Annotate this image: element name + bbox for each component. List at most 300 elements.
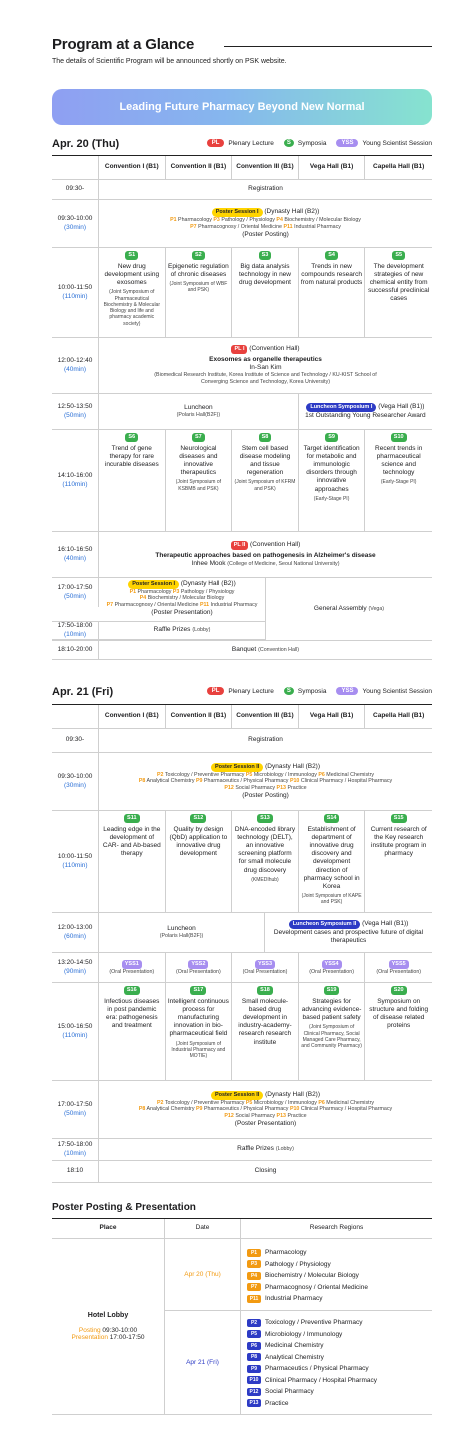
general-assembly-label: General Assembly (313, 604, 367, 612)
page-subtitle: The details of Scientific Program will be announced shortly on PSK website. (52, 58, 287, 65)
yss-note: (Oral Presentation) (376, 968, 422, 975)
day2-luncheon-row (52, 913, 432, 953)
poster-session-cell (99, 1081, 432, 1138)
general-assembly-location: (Vega) (368, 605, 385, 612)
region-name: Toxicology / Preventive Pharmacy (164, 771, 245, 778)
time: 17:00-17:50 (57, 1101, 93, 1109)
region-name: Toxicology / Preventive Pharmacy (164, 1099, 245, 1106)
region-code: P3 (172, 588, 180, 595)
region-name: Pathology / Physiology (265, 1260, 331, 1268)
raffle-location: (Lobby) (275, 1146, 294, 1153)
plenary-affiliation: (Biomedical Research Institute, Korea Institute of Science and Technology / KU-KIST School of Converging Science and Technology, Korea University) (154, 372, 377, 386)
region-name: Practice (265, 1399, 289, 1407)
time-cell (52, 753, 99, 810)
raffle-location: (Lobby) (192, 627, 211, 634)
symposium-badge: S16 (124, 986, 140, 995)
region-name: Pathology / Physiology (180, 588, 235, 595)
plenary-affiliation: (College of Medicine, Seoul National University) (227, 560, 340, 567)
region-name: Social Pharmacy (265, 1388, 314, 1396)
yss-badge: YSS3 (255, 960, 275, 969)
symposium-s15 (365, 811, 432, 912)
poster-table (52, 1218, 432, 1414)
symposium-note: (Joint Symposium of WBF and PSK) (169, 281, 228, 294)
time: 09:30-10:00 (57, 773, 93, 781)
symposium-badge: S5 (392, 251, 405, 260)
symposium-badge: S10 (391, 433, 407, 442)
luncheon-hall: (Vega Hall (B1)) (378, 403, 425, 410)
symposium-badge: S13 (257, 814, 273, 823)
region-code: P11 (199, 602, 210, 609)
symposium-title: The development strategies of new chemical entity from successful preclinical cases (368, 262, 430, 303)
day1-poster-posting-row (52, 200, 432, 248)
day1-symposia-row-2 (52, 430, 432, 532)
region-code: P10 (289, 778, 300, 785)
raffle-cell (99, 622, 265, 639)
region-name: Pathology / Physiology (221, 217, 275, 223)
symposium-note: (Joint Symposium of Clinical Pharmacy, Social Managed Care Pharmacy, and Community Pharmacy) (301, 1024, 362, 1049)
region-name: Microbiology / Immunology (253, 771, 317, 778)
region-code: P5 (245, 1099, 253, 1106)
region-item (247, 1352, 432, 1364)
legend-s-badge: S (284, 687, 294, 695)
time-cell (52, 1081, 99, 1138)
symposium-s7 (166, 430, 233, 531)
region-item (247, 1270, 432, 1282)
plenary-speaker: In-San Kim (249, 364, 282, 372)
region-item (247, 1317, 432, 1329)
legend-yss-badge: YSS (336, 139, 358, 147)
presentation-label: Presentation (71, 1334, 108, 1341)
time-cell (52, 1139, 99, 1160)
region-name: Social Pharmacy (235, 1113, 276, 1120)
day1-luncheon-row (52, 394, 432, 430)
time-cell: 09:30- (52, 729, 99, 752)
symposium-title: Recent trends in pharmaceutical science and technology (375, 444, 423, 477)
symposium-s14 (299, 811, 366, 912)
poster-session-badge: Poster Session II (211, 1091, 263, 1100)
col-convention-3: Convention III (B1) (232, 705, 299, 728)
banquet-location: (Convention Hall) (258, 646, 300, 653)
region-code: P12 (224, 785, 234, 792)
symposium-s5 (365, 248, 432, 337)
symposium-note: (KMEDIhub) (251, 876, 279, 883)
time: 12:50-13:50 (57, 403, 93, 411)
time-header (52, 705, 99, 728)
luncheon-topic: Development cases and prospective future of digital therapeutics (273, 928, 424, 944)
region-name: Biochemistry / Molecular Biology (147, 595, 225, 602)
symposium-s17 (166, 983, 233, 1080)
duration: (10min) (63, 1149, 87, 1157)
region-item (247, 1282, 432, 1294)
col-vega-hall: Vega Hall (B1) (299, 156, 366, 179)
symposium-title: Infectious diseases in post pandemic era: pathogenesis and treatment (104, 997, 160, 1030)
luncheon-cell (99, 394, 299, 429)
region-name: Microbiology / Immunology (265, 1330, 343, 1338)
time-cell (52, 532, 99, 577)
time-cell (52, 983, 99, 1080)
time: 14:10-16:00 (57, 472, 93, 480)
region-name: Microbiology / Immunology (253, 1099, 317, 1106)
poster-table-header (52, 1219, 432, 1239)
page-header (52, 36, 432, 65)
plenary-badge: PL I (231, 345, 247, 354)
region-name: Analytical Chemistry (146, 778, 195, 785)
region-code-badge: P6 (247, 1342, 261, 1350)
region-item (247, 1259, 432, 1271)
symposium-badge: S12 (190, 814, 206, 823)
region-name: Medicinal Chemistry (265, 1342, 324, 1350)
poster-session-badge: Poster Session I (212, 208, 263, 217)
region-name: Pharmaceutics / Physical Pharmacy (203, 1106, 289, 1113)
yss-badge: YSS1 (122, 960, 142, 969)
region-code: P6 (318, 1099, 325, 1106)
region-code: P8 (138, 1106, 146, 1113)
time: 12:00-12:40 (57, 357, 93, 365)
symposium-s19 (299, 983, 366, 1080)
symposium-s16 (99, 983, 166, 1080)
yss-1 (99, 953, 166, 982)
luncheon-hall: (Vega Hall (B1)) (362, 919, 409, 927)
duration: (50min) (63, 1109, 87, 1117)
duration: (110min) (62, 861, 88, 869)
duration: (50min) (63, 592, 87, 600)
symposium-s11 (99, 811, 166, 912)
day1-header (52, 136, 432, 152)
time: 13:20-14:50 (57, 959, 93, 967)
region-code: P1 (129, 588, 137, 595)
symposium-badge: S6 (125, 433, 138, 442)
day2-symposia-row-2 (52, 983, 432, 1081)
time-cell: 18:10 (52, 1161, 99, 1182)
region-name: Clinical Pharmacy / Hospital Pharmacy (265, 1376, 377, 1384)
symposium-s13 (232, 811, 299, 912)
col-convention-3: Convention III (B1) (232, 156, 299, 179)
region-code: P9 (196, 778, 203, 785)
luncheon-location: (Polaris Hall(B2F)) (159, 933, 204, 940)
time-cell (52, 622, 99, 639)
plenary-badge: PL II (231, 541, 249, 550)
time-cell: 09:30- (52, 180, 99, 199)
symposium-badge: S7 (192, 433, 205, 442)
time: 15:00-16:50 (57, 1023, 93, 1031)
day2-header (52, 684, 432, 700)
yss-5 (365, 953, 432, 982)
yss-badge: YSS2 (188, 960, 208, 969)
region-code-badge: P8 (247, 1353, 261, 1361)
region-code: P3 (213, 217, 220, 223)
registration-cell: Registration (248, 185, 283, 193)
title-rule (224, 46, 432, 47)
poster-session-badge: Poster Session II (211, 763, 263, 772)
symposium-title: Establishment of department of innovative drug discovery and development direction of pharmacy school in Korea (303, 825, 360, 890)
yss-3 (232, 953, 299, 982)
region-name: Toxicology / Preventive Pharmacy (265, 1319, 363, 1327)
region-code: P13 (276, 785, 286, 792)
region-name: Analytical Chemistry (146, 1106, 195, 1113)
symposium-badge: S9 (325, 433, 338, 442)
luncheon-label: Luncheon (167, 925, 196, 932)
place-name: Hotel Lobby (87, 1312, 129, 1319)
symposium-title: Strategies for advancing evidence-based patient safety (301, 997, 362, 1022)
poster-note: (Poster Presentation) (151, 609, 213, 617)
luncheon-symposium-cell (265, 913, 432, 952)
symposium-badge: S1 (125, 251, 138, 260)
plenary-speaker: Inhee Mook (191, 559, 226, 567)
poster-section-title: Poster Posting & Presentation (52, 1202, 196, 1213)
region-name: Medicinal Chemistry (326, 771, 374, 778)
symposium-note: (Joint Symposium of KAPE and PSK) (301, 892, 362, 906)
symposium-title: Current research of the Key research institute program in pharmacy (370, 825, 427, 858)
symposium-title: Trend of gene therapy for rare incurable diseases (104, 444, 159, 469)
region-name: Pharmacology (137, 588, 172, 595)
symposium-s8 (232, 430, 299, 531)
symposium-badge: S19 (324, 986, 340, 995)
symposium-badge: S14 (324, 814, 340, 823)
theme-banner: Leading Future Pharmacy Beyond New Normal (52, 89, 432, 125)
legend-yss-label: Young Scientist Session (362, 687, 432, 695)
date-thu-cell: Apr 20 (Thu) (165, 1239, 241, 1311)
regions-header: Research Regions (309, 1224, 364, 1232)
symposium-note: (Joint Symposium of Industrial Pharmacy and MOTIE) (171, 1040, 226, 1059)
region-code: P7 (106, 602, 114, 609)
col-capella-hall: Capella Hall (B1) (365, 156, 432, 179)
region-name: Analytical Chemistry (265, 1353, 324, 1361)
day2-schedule-table (52, 704, 432, 1184)
region-code: P4 (139, 595, 147, 602)
day1-plenary-2-row (52, 532, 432, 578)
col-convention-2: Convention II (B1) (166, 156, 233, 179)
legend-s-label: Symposia (297, 687, 327, 695)
region-name: Pharmacology (178, 217, 212, 223)
duration: (10min) (63, 630, 87, 638)
symposium-title: Stem cell based disease modeling and tissue regeneration (239, 444, 291, 477)
region-code: P6 (318, 771, 325, 778)
luncheon-location: (Polaris Hall(B2F)) (176, 412, 221, 419)
time-cell (52, 394, 99, 429)
plenary-cell (99, 338, 432, 393)
time: 12:00-13:00 (57, 924, 93, 932)
yss-note: (Oral Presentation) (176, 968, 221, 975)
symposium-s9 (299, 430, 366, 531)
symposium-badge: S15 (391, 814, 407, 823)
symposium-badge: S11 (124, 814, 139, 823)
region-item (247, 1247, 432, 1259)
time-cell (52, 953, 99, 982)
regions-thu-list (241, 1239, 432, 1311)
raffle-label: Raffle Prizes (237, 1145, 274, 1153)
region-code-badge: P3 (247, 1260, 261, 1268)
plenary-cell (99, 532, 432, 577)
region-item (247, 1293, 432, 1305)
symposium-s20 (365, 983, 432, 1080)
duration: (40min) (63, 554, 87, 562)
region-name: Pharmacognosy / Oriental Medicine (114, 602, 199, 609)
luncheon-label: Luncheon (184, 404, 213, 411)
poster-note: (Poster Presentation) (234, 1120, 297, 1128)
col-convention-2: Convention II (B1) (166, 705, 233, 728)
legend-pl-label: Plenary Lecture (228, 139, 274, 147)
region-code-badge: P11 (247, 1295, 261, 1303)
col-convention-1: Convention I (B1) (99, 705, 166, 728)
banquet-label: Banquet (231, 645, 257, 653)
luncheon-topic: 1st Outstanding Young Researcher Award (305, 411, 426, 419)
region-code-badge: P1 (247, 1249, 261, 1257)
symposium-title: DNA-encoded library technology (DELT), an innovative screening platform for small molecule drug discovery (234, 825, 296, 874)
yss-note: (Oral Presentation) (309, 968, 354, 975)
raffle-label: Raffle Prizes (153, 626, 191, 634)
legend (207, 139, 432, 147)
region-code: P12 (224, 1113, 234, 1120)
day2-yss-row (52, 953, 432, 983)
place-header: Place (52, 1219, 165, 1238)
duration: (90min) (63, 967, 87, 975)
symposium-title: Big data analysis technology in new drug development (238, 262, 291, 287)
symposium-badge: S3 (259, 251, 272, 260)
col-capella-hall: Capella Hall (B1) (365, 705, 432, 728)
region-code: P10 (289, 1106, 300, 1113)
legend-yss-badge: YSS (336, 687, 358, 695)
symposium-s1 (99, 248, 166, 337)
region-item (247, 1398, 432, 1410)
poster-session-cell (99, 578, 265, 619)
region-name: Social Pharmacy (235, 785, 276, 792)
poster-note: (Poster Posting) (242, 230, 289, 238)
legend-pl-badge: PL (207, 687, 225, 695)
posting-time: 09:30-10:00 (102, 1327, 138, 1334)
day2-column-header (52, 705, 432, 729)
poster-session-badge: Poster Session I (128, 580, 179, 589)
symposium-note: (Joint Symposium of KSBMB and PSK) (175, 479, 222, 492)
region-code-badge: P2 (247, 1319, 261, 1327)
duration: (40min) (63, 365, 87, 373)
symposium-s18 (232, 983, 299, 1080)
symposium-title: Intelligent continuous process for manufacturing innovation in bio-pharmaceutical field (167, 997, 229, 1038)
region-code-badge: P12 (247, 1388, 261, 1396)
yss-note: (Oral Presentation) (242, 968, 288, 975)
legend-s-label: Symposia (297, 139, 327, 147)
symposium-note: (Early-Stage PI) (313, 495, 350, 502)
luncheon-cell (99, 913, 265, 952)
region-name: Industrial Pharmacy (294, 223, 341, 230)
plenary-hall: (Convention Hall) (249, 345, 300, 353)
symposium-title: Trends in new compounds research from natural products (300, 262, 363, 287)
presentation-time: 17:00-17:50 (109, 1334, 145, 1341)
time: 10:00-11:50 (57, 853, 93, 861)
symposium-title: Symposium on structure and folding of disease related proteins (369, 997, 429, 1030)
symposium-s3 (232, 248, 299, 337)
region-code-badge: P7 (247, 1283, 261, 1291)
time-cell (52, 248, 99, 337)
page-title: Program at a Glance (52, 36, 195, 53)
yss-badge: YSS5 (389, 960, 409, 969)
region-name: Industrial Pharmacy (265, 1295, 323, 1303)
regions-fri-list (241, 1311, 432, 1415)
duration: (110min) (62, 1031, 88, 1039)
legend-pl-badge: PL (207, 139, 225, 147)
region-code: P5 (245, 771, 253, 778)
region-name: Pharmacognosy / Oriental Medicine (265, 1283, 368, 1291)
day1-date: Apr. 20 (Thu) (52, 138, 120, 150)
place-cell (52, 1239, 165, 1415)
plenary-hall: (Convention Hall) (250, 540, 301, 548)
day2-registration-row (52, 729, 432, 753)
time: 17:50-18:00 (57, 1141, 93, 1149)
symposium-badge: S8 (259, 433, 272, 442)
symposium-title: Leading edge in the development of CAR- and Ab-based therapy (102, 825, 161, 858)
yss-4 (299, 953, 366, 982)
poster-session-cell (99, 753, 432, 810)
region-code: P2 (157, 771, 164, 778)
duration: (60min) (63, 932, 87, 940)
day2-raffle-row (52, 1139, 432, 1161)
time: 17:50-18:00 (57, 622, 93, 630)
symposium-title: Target identification for metabolic and immunologic disorders through innovative approaches (303, 444, 360, 493)
poster-hall: (Dynasty Hall (B2)) (264, 208, 320, 216)
symposium-note: (Early-Stage PI) (380, 479, 417, 486)
day2-poster-presentation-row (52, 1081, 432, 1139)
region-code-badge: P10 (247, 1376, 261, 1384)
region-name: Practice (287, 785, 307, 792)
poster-hall: (Dynasty Hall (B2)) (180, 579, 236, 587)
symposium-s12 (166, 811, 233, 912)
posting-label: Posting (78, 1327, 101, 1334)
region-name: Pharmacology (265, 1249, 307, 1257)
legend-yss-label: Young Scientist Session (362, 139, 432, 147)
time-cell (52, 578, 99, 607)
region-name: Industrial Pharmacy (210, 602, 258, 609)
symposium-title: Quality by design (QbD) application to innovative drug development (169, 825, 228, 858)
day1-raffle-row (52, 621, 265, 640)
duration: (30min) (63, 223, 87, 231)
duration: (110min) (62, 480, 88, 488)
time: 10:00-11:50 (57, 284, 93, 292)
region-code: P9 (196, 1106, 203, 1113)
region-code-badge: P9 (247, 1365, 261, 1373)
symposium-title: Epigenetic regulation of chronic diseases (168, 262, 229, 278)
region-item (247, 1375, 432, 1387)
day1-registration-row (52, 180, 432, 200)
time-cell: 18:10-20:00 (52, 641, 99, 659)
symposium-badge: S2 (192, 251, 205, 260)
region-code-badge: P5 (247, 1330, 261, 1338)
time-cell (52, 430, 99, 531)
duration: (110min) (62, 292, 88, 300)
day2-poster-posting-row (52, 753, 432, 811)
time-cell (52, 338, 99, 393)
region-code: P7 (190, 223, 197, 230)
duration: (50min) (63, 411, 87, 419)
region-code: P2 (157, 1099, 164, 1106)
region-name: Clinical Pharmacy / Hospital Pharmacy (300, 778, 393, 785)
poster-session-cell (99, 200, 432, 247)
legend-pl-label: Plenary Lecture (228, 687, 274, 695)
poster-hall: (Dynasty Hall (B2)) (265, 762, 321, 770)
region-item (247, 1329, 432, 1341)
date-fri-cell: Apr 21 (Fri) (165, 1311, 241, 1415)
symposium-note: (Joint Symposium of Pharmaceutical Biochemistry & Molecular Biology and life and pharmacy academic society) (103, 289, 160, 327)
legend (207, 687, 432, 695)
poster-note: (Poster Posting) (242, 792, 289, 800)
region-code-badge: P4 (247, 1272, 261, 1280)
time-cell (52, 913, 99, 952)
symposium-s2 (166, 248, 233, 337)
luncheon-symposium-badge: Luncheon Symposium I (306, 403, 376, 412)
time: 09:30-10:00 (57, 215, 93, 223)
symposium-s4 (299, 248, 366, 337)
region-name: Medicinal Chemistry (326, 1099, 374, 1106)
region-item (247, 1340, 432, 1352)
time: 16:10-16:50 (57, 546, 93, 554)
